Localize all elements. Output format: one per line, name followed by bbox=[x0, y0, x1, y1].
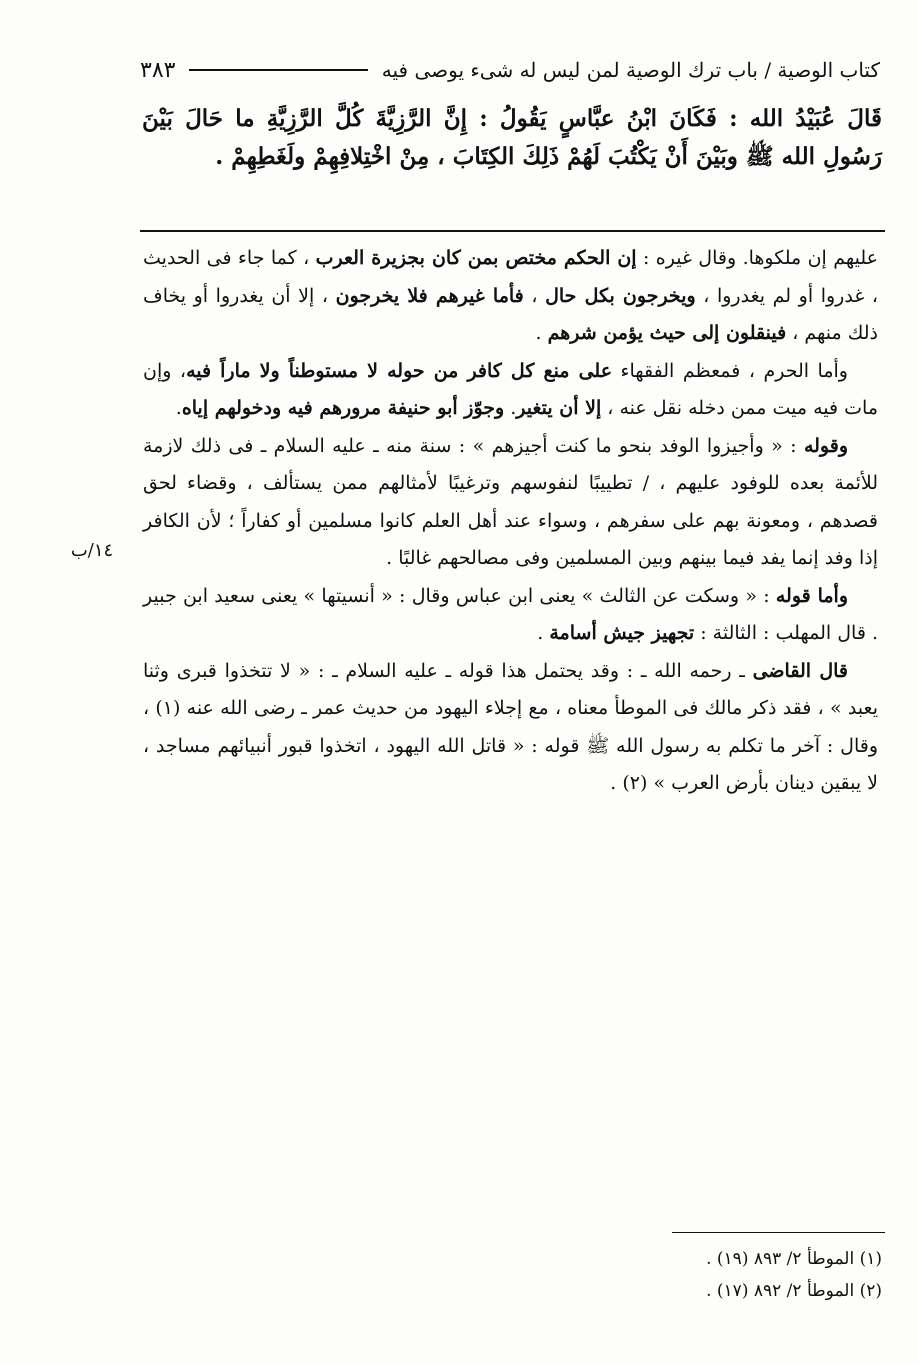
commentary-paragraph bbox=[143, 240, 878, 353]
text-run: ، كما جاء فى الحديث ، غدروا أو لم يغدروا ، bbox=[143, 247, 878, 307]
text-run: وأما الحرم ، فمعظم الفقهاء bbox=[612, 359, 848, 382]
footnote-rule bbox=[672, 1232, 885, 1233]
bold-run: تجهيز جيش أسامة bbox=[549, 622, 695, 644]
text-run: . bbox=[537, 622, 550, 644]
text-run: . bbox=[175, 397, 182, 419]
separator-rule bbox=[140, 230, 885, 232]
commentary-paragraph bbox=[143, 428, 878, 578]
bold-run: وأما قوله bbox=[775, 584, 848, 607]
commentary-paragraph bbox=[143, 578, 878, 653]
bold-run: إن الحكم مختص بمن كان بجزيرة العرب bbox=[315, 247, 637, 269]
page-header bbox=[140, 50, 880, 90]
bold-run: فينقلون إلى حيث يؤمن شرهم bbox=[547, 322, 787, 344]
bold-run: ويخرجون بكل حال bbox=[545, 284, 696, 307]
running-title: كتاب الوصية / باب ترك الوصية لمن ليس له شىء يوصى فيه bbox=[381, 58, 880, 82]
commentary-paragraph bbox=[143, 653, 878, 803]
text-run: ، bbox=[523, 284, 546, 307]
bold-run: وقوله bbox=[803, 434, 849, 457]
text-run: : « وأجيزوا الوفد بنحو ما كنت أجيزهم » : سنة منه ـ عليه السلام ـ فى ذلك لازمة للأئمة بعده للوفود عليهم ، / تطييبًا لنفوسهم وترغيبًا لأمثالهم ممن يستألف ، وقضاء لحق قصدهم ، ومعونة بهم على سفرهم ، وسواء عند أهل العلم كانوا مسلمين أو كفاراً ؛ لأن الكافر إذا وفد إنما يفد فيما بينهم وبين المسلمين وفى مصالحهم غالبًا . bbox=[143, 434, 878, 569]
text-run: ـ رحمه الله ـ : وقد يحتمل هذا قوله ـ عليه السلام ـ : « لا تتخذوا قبرى وثنا يعبد » ، فقد ذكر مالك فى الموطأ معناه ، مع إجلاء اليهود من حديث عمر ـ رضى الله عنه (١) ، وقال : آخر ما تكلم به رسول الله ﷺ قوله : « قاتل الله اليهود ، اتخذوا قبور أنبيائهم مساجد ، لا يبقين دينان بأرض العرب » (٢) . bbox=[143, 659, 878, 794]
header-rule bbox=[189, 69, 367, 71]
bold-run: فأما غيرهم فلا يخرجون bbox=[335, 284, 524, 307]
manuscript-folio-marker: ١٤/ب bbox=[70, 540, 114, 561]
commentary bbox=[143, 240, 878, 803]
bold-run: قال القاضى bbox=[752, 659, 848, 682]
text-run: . bbox=[504, 397, 517, 419]
footnotes bbox=[560, 1243, 882, 1307]
bold-run: على منع كل كافر من حوله لا مستوطناً ولا ماراً فيه bbox=[186, 359, 613, 382]
text-run: ، وإن مات فيه ميت ممن دخله نقل عنه ، bbox=[143, 359, 878, 419]
page-number: ٣٨٣ bbox=[140, 57, 176, 83]
bold-run: إلا أن يتغير bbox=[516, 397, 602, 419]
text-run: ، إلا أن يغدروا أو يخاف ذلك منهم ، bbox=[143, 284, 878, 344]
footnote: (٢) الموطأ ٢/ ٨٩٢ (١٧) . bbox=[706, 1281, 882, 1301]
commentary-paragraph bbox=[143, 353, 878, 428]
text-run: عليهم إن ملكوها. وقال غيره : bbox=[636, 247, 879, 269]
footnote: (١) الموطأ ٢/ ٨٩٣ (١٩) . bbox=[706, 1249, 882, 1269]
hadith-text: قَالَ عُبَيْدُ الله : فَكَانَ ابْنُ عبَّاسٍ يَقُولُ : إِنَّ الرَّزِيَّةَ كُلَّ الرَّزِيَّةِ ما حَالَ بَيْنَ رَسُولِ الله ﷺ وبَيْنَ أَنْ يَكْتُبَ لَهُمْ ذَلِكَ الكِتَابَ ، مِنْ اخْتِلافِهِمْ ولَغَطِهِمْ . bbox=[142, 105, 882, 170]
text-run: . bbox=[535, 322, 548, 344]
text-run: : « وسكت عن الثالث » يعنى ابن عباس وقال : « أنسيتها » يعنى سعيد ابن جبير . قال المهلب : الثالثة : bbox=[143, 584, 878, 644]
bold-run: وجوّز أبو حنيفة مرورهم فيه ودخولهم إياه bbox=[181, 397, 505, 419]
